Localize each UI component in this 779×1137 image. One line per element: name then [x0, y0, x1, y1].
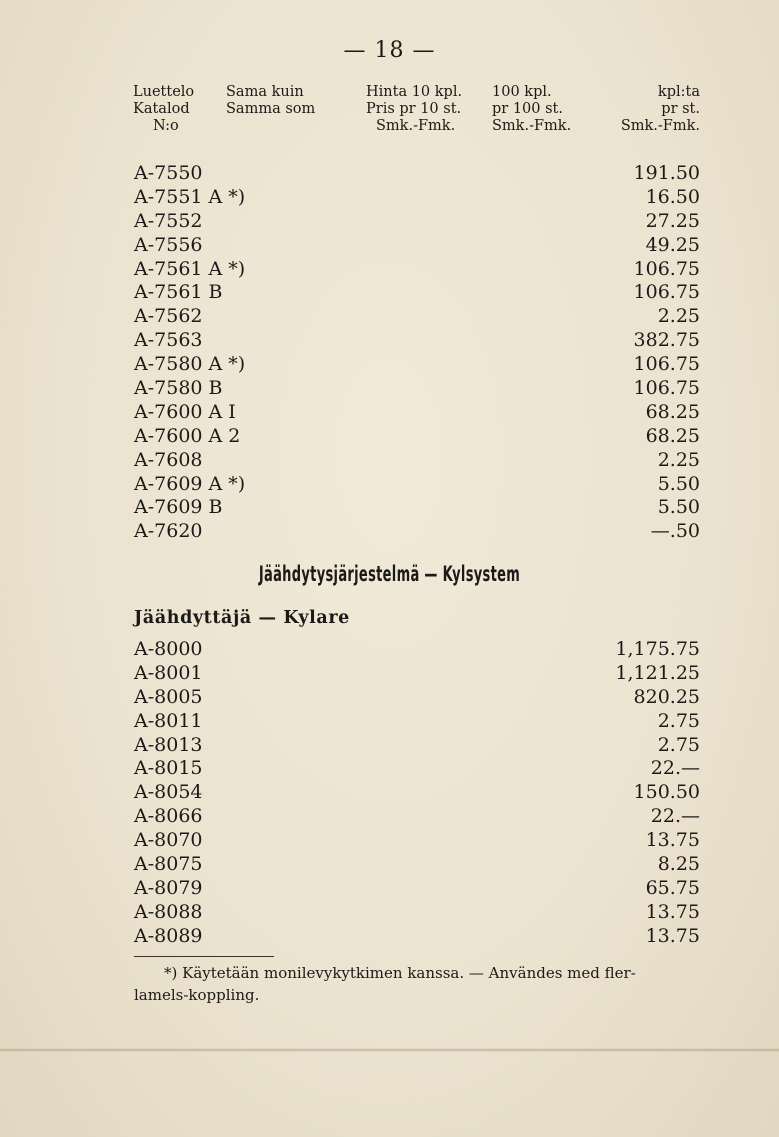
table-row — [134, 305, 700, 329]
page-crease — [0, 1048, 779, 1052]
footnote — [134, 962, 704, 1006]
unit-price: 106.75 — [633, 257, 700, 280]
catalog-code: A-7620 — [134, 520, 203, 543]
unit-price: 8.25 — [657, 853, 700, 876]
header-text: kpl:ta — [657, 84, 700, 100]
unit-price: —.50 — [650, 520, 700, 543]
table-row — [134, 710, 700, 734]
header-text: Luettelo — [133, 84, 195, 100]
unit-price: 5.50 — [657, 496, 700, 519]
unit-price: 1,175.75 — [615, 638, 700, 660]
table-row — [134, 805, 700, 829]
catalog-code: A-7563 — [134, 329, 203, 352]
header-price-10 — [366, 84, 462, 135]
unit-price: 22.— — [650, 805, 700, 828]
footnote-line: lamels-koppling. — [134, 986, 260, 1004]
catalog-code: A-8054 — [134, 781, 203, 804]
table-row — [134, 281, 700, 305]
unit-price: 106.75 — [633, 377, 700, 400]
catalog-code: A-8000 — [134, 638, 203, 660]
table-row — [134, 377, 700, 401]
unit-price: 13.75 — [645, 924, 700, 947]
table-row — [134, 258, 700, 282]
catalog-code: A-8066 — [134, 805, 203, 828]
table-row — [134, 329, 700, 353]
header-text: N:o — [153, 118, 179, 134]
table-row — [134, 520, 700, 544]
header-text: pr 100 st. — [492, 101, 563, 117]
unit-price: 150.50 — [633, 781, 700, 804]
catalog-code: A-7609 B — [134, 496, 223, 519]
header-catalog-number — [133, 84, 194, 135]
table-row — [134, 638, 700, 662]
price-list-radiator — [134, 638, 700, 949]
table-row — [134, 829, 700, 853]
unit-price: 68.25 — [645, 424, 700, 447]
table-row — [134, 925, 700, 949]
catalog-code: A-7552 — [134, 209, 203, 232]
catalog-code: A-8005 — [134, 685, 203, 708]
catalog-code: A-8070 — [134, 829, 203, 852]
unit-price: 13.75 — [645, 900, 700, 923]
page-number: — 18 — — [343, 38, 436, 63]
unit-price: 65.75 — [645, 876, 700, 899]
table-row — [134, 210, 700, 234]
header-text: Sama kuin — [226, 84, 304, 100]
unit-price: 22.— — [650, 757, 700, 780]
catalog-code: A-7608 — [134, 448, 203, 471]
table-row — [134, 186, 700, 210]
table-row — [134, 425, 700, 449]
header-price-100 — [492, 84, 571, 135]
header-price-each — [595, 84, 700, 135]
catalog-code: A-8088 — [134, 900, 203, 923]
catalog-code: A-7562 — [134, 305, 203, 328]
catalog-code: A-7609 A *) — [134, 472, 246, 495]
catalog-code: A-7600 A I — [134, 400, 236, 423]
header-same-as — [226, 84, 315, 118]
table-row — [134, 662, 700, 686]
unit-price: 27.25 — [645, 209, 700, 232]
unit-price: 16.50 — [645, 185, 700, 208]
footnote-line: *) Käytetään monilevykytkimen kanssa. — Användes med fler- — [164, 964, 636, 982]
header-text: 100 kpl. — [492, 84, 552, 100]
header-text: Hinta 10 kpl. — [366, 84, 463, 100]
footnote-rule — [134, 956, 274, 957]
unit-price: 106.75 — [633, 281, 700, 304]
table-row — [134, 781, 700, 805]
table-row — [134, 353, 700, 377]
catalog-code: A-7561 B — [134, 281, 223, 304]
header-text: Samma som — [226, 101, 316, 117]
table-row — [134, 162, 700, 186]
catalog-code: A-7580 A *) — [134, 353, 246, 376]
unit-price: 68.25 — [645, 400, 700, 423]
unit-price: 106.75 — [633, 353, 700, 376]
header-text: Katalod — [133, 101, 190, 117]
table-row — [134, 449, 700, 473]
table-row — [134, 901, 700, 925]
unit-price: 5.50 — [657, 472, 700, 495]
unit-price: 820.25 — [633, 685, 700, 708]
unit-price: 191.50 — [633, 162, 700, 184]
table-row — [134, 757, 700, 781]
header-text: Smk.-Fmk. — [492, 118, 572, 134]
table-row — [134, 234, 700, 258]
catalog-code: A-8089 — [134, 924, 203, 947]
unit-price: 382.75 — [633, 329, 700, 352]
unit-price: 2.75 — [657, 709, 700, 732]
table-row — [134, 877, 700, 901]
catalog-code: A-7561 A *) — [134, 257, 246, 280]
table-row — [134, 401, 700, 425]
unit-price: 2.25 — [657, 448, 700, 471]
catalog-code: A-7600 A 2 — [134, 424, 241, 447]
unit-price: 1,121.25 — [615, 661, 700, 684]
unit-price: 2.75 — [657, 733, 700, 756]
header-text: Pris pr 10 st. — [366, 101, 462, 117]
header-text: pr st. — [661, 101, 700, 117]
unit-price: 2.25 — [657, 305, 700, 328]
catalog-code: A-7580 B — [134, 377, 223, 400]
subheading: Jäähdyttäjä — Kylare — [134, 608, 350, 628]
catalog-code: A-8001 — [134, 661, 203, 684]
catalog-code: A-8079 — [134, 876, 203, 899]
catalog-code: A-7551 A *) — [134, 185, 246, 208]
catalog-code: A-8011 — [134, 709, 203, 732]
header-text: Smk.-Fmk. — [376, 118, 456, 134]
table-row — [134, 734, 700, 758]
table-row — [134, 473, 700, 497]
table-row — [134, 686, 700, 710]
catalog-code: A-8013 — [134, 733, 203, 756]
catalog-code: A-7556 — [134, 233, 203, 256]
catalog-code: A-8075 — [134, 853, 203, 876]
table-row — [134, 496, 700, 520]
table-row — [134, 853, 700, 877]
header-text: Smk.-Fmk. — [620, 118, 700, 134]
unit-price: 13.75 — [645, 829, 700, 852]
price-list-coupling — [134, 162, 700, 544]
section-title: Jäähdytysjärjestelmä — Kylsystem — [258, 562, 521, 586]
catalog-code: A-8015 — [134, 757, 203, 780]
unit-price: 49.25 — [645, 233, 700, 256]
catalog-code: A-7550 — [134, 162, 203, 184]
